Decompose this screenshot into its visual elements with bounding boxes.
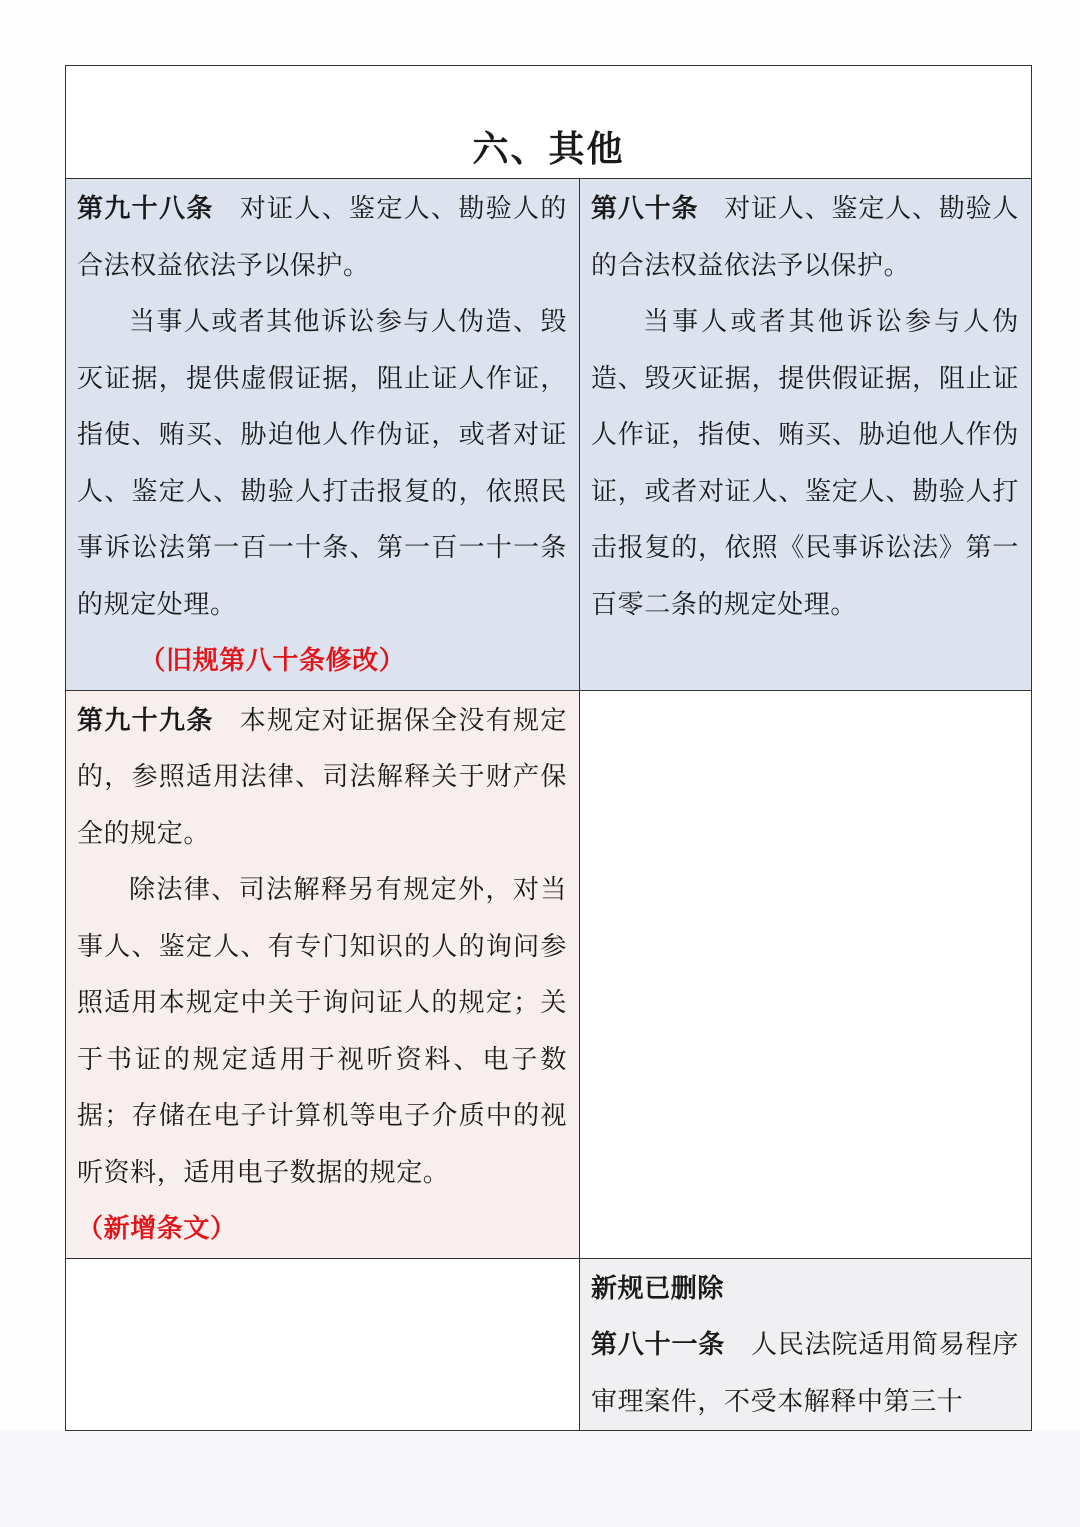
old-rule-cell: [580, 179, 1032, 691]
new-rule-cell: [66, 690, 580, 1258]
revision-note: （旧规第八十条修改）: [139, 646, 406, 676]
revision-note: （新增条文）: [77, 1214, 237, 1244]
article-paragraph: [77, 181, 567, 294]
section-title: 六、其他: [472, 129, 625, 170]
article-text: 人民法院适用简易程序审理案件，不受本解释中第三十: [591, 1330, 1019, 1417]
article-paragraph: 当事人或者其他诉讼参与人伪造、毁灭证据，提供假证据，阻止证人作证，指使、贿买、胁迫他人作伪证，或者对证人、鉴定人、勘验人打击报复的，依照《民事诉讼法》第一百零二条的规定处理。: [591, 307, 1020, 620]
article-number: 第八十条: [591, 194, 699, 224]
table-row: [66, 690, 1032, 1258]
old-rule-cell: [580, 1258, 1032, 1431]
cell-content: [66, 179, 579, 690]
article-paragraph: [77, 693, 567, 863]
cell-content: [580, 1259, 1031, 1431]
cell-content: [66, 691, 579, 1258]
article-number: 第九十九条: [77, 705, 214, 736]
old-rule-cell-empty: [580, 690, 1032, 1258]
table-row: [66, 1258, 1032, 1431]
section-header-cell: [66, 66, 1032, 179]
section-header-row: [66, 66, 1032, 179]
article-text: 本规定对证据保全没有规定的，参照适用法律、司法解释关于财产保全的规定。: [77, 705, 567, 849]
comparison-table: [65, 65, 1032, 1431]
new-rule-cell-empty: [66, 1258, 580, 1431]
article-paragraph: 当事人或者其他诉讼参与人伪造、毁灭证据，提供虚假证据，阻止证人作证，指使、贿买、胁迫他人作伪证，或者对证人、鉴定人、勘验人打击报复的，依照民事诉讼法第一百一十条、第一百一十一条的规定处理。: [77, 307, 567, 620]
deleted-label: 新规已删除: [591, 1273, 725, 1304]
article-paragraph: [591, 181, 1019, 294]
cell-content: [580, 179, 1031, 633]
article-text: 对证人、鉴定人、勘验人的合法权益依法予以保护。: [77, 194, 567, 281]
table-row: [66, 179, 1032, 691]
article-paragraph: [591, 1317, 1019, 1430]
article-paragraph: 除法律、司法解释另有规定外，对当事人、鉴定人、有专门知识的人的询问参照适用本规定中关于询问证人的规定；关于书证的规定适用于视听资料、电子数据；存储在电子计算机等电子介质中的视听资料，适用电子数据的规定。: [77, 875, 567, 1188]
article-number: 第八十一条: [591, 1330, 726, 1360]
article-number: 第九十八条: [77, 194, 214, 224]
article-text: 对证人、鉴定人、勘验人的合法权益依法予以保护。: [591, 194, 1020, 281]
new-rule-cell: [66, 179, 580, 691]
page-background: [0, 1430, 1080, 1527]
